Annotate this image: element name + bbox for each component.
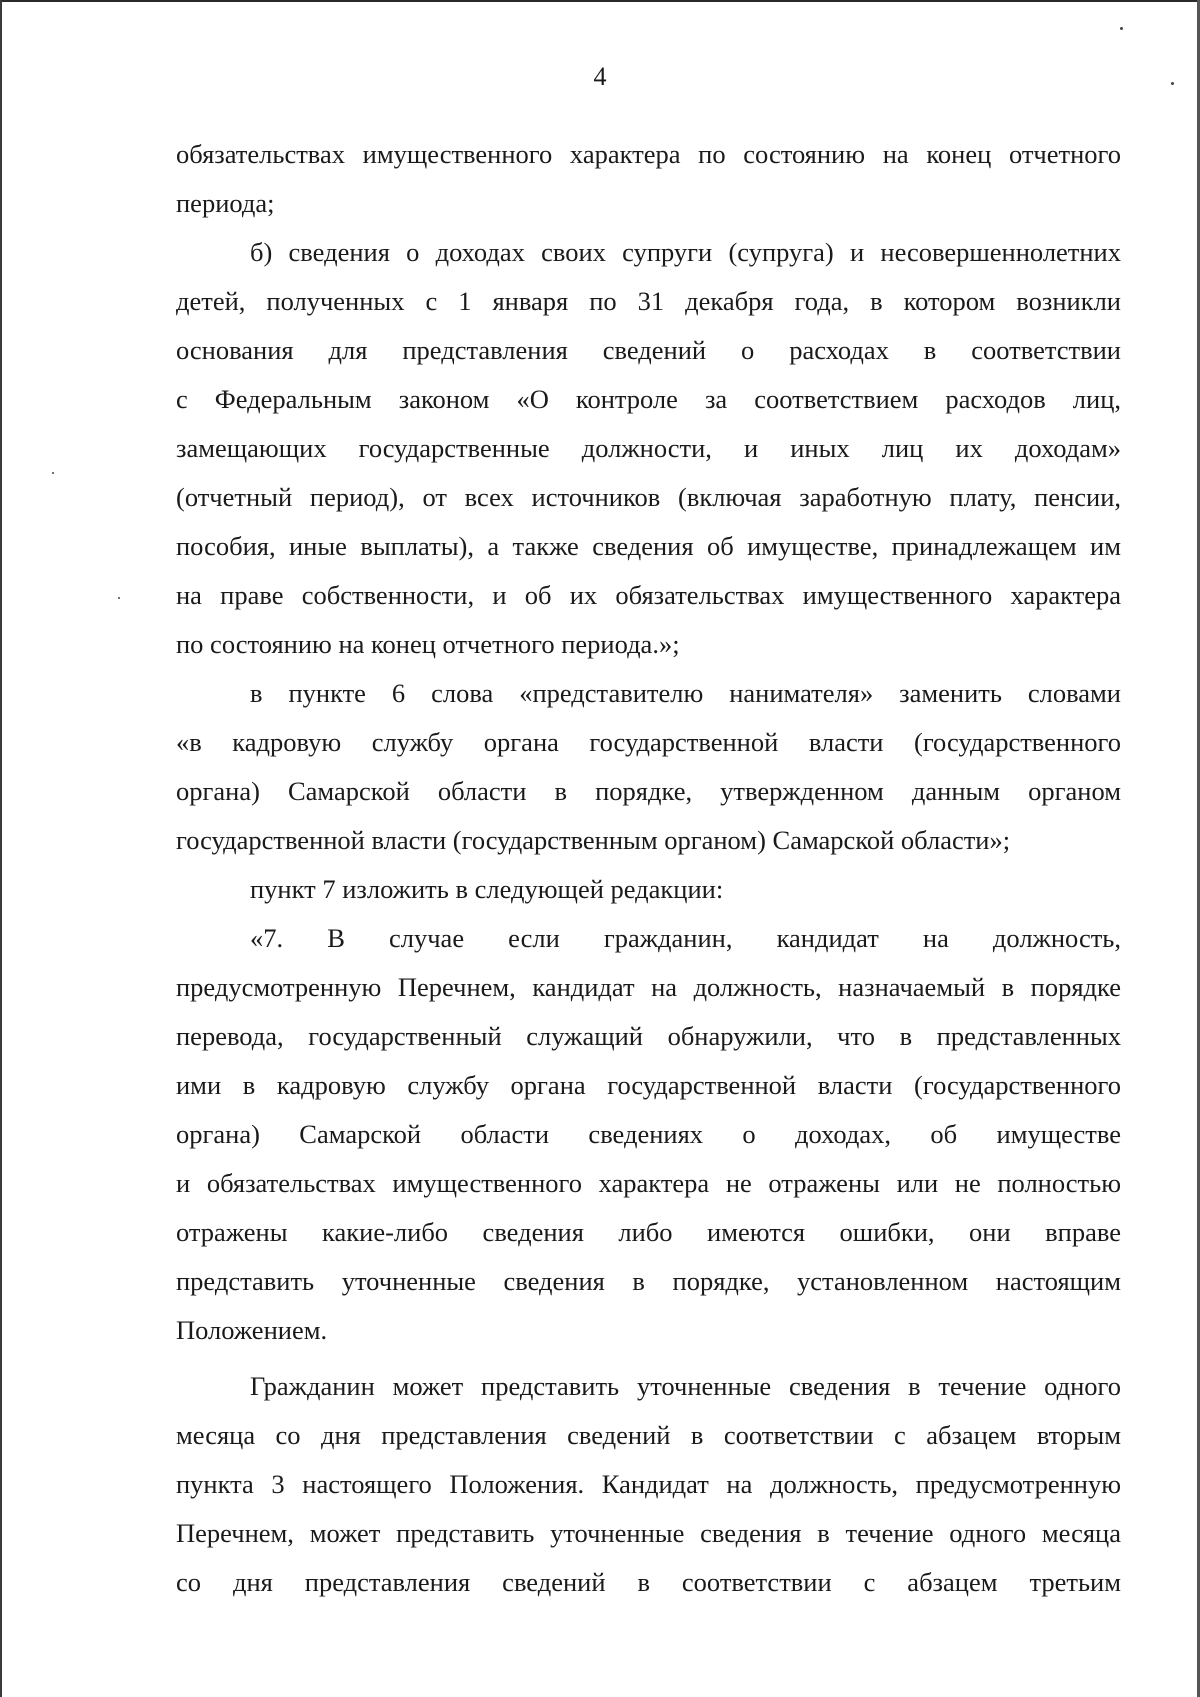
- text-line: Гражданин может представить уточненные сведения в течение одного: [250, 1371, 1121, 1401]
- scan-speck: [1120, 27, 1123, 30]
- text-line: со дня представления сведений в соответствии с абзацем третьим: [176, 1567, 1121, 1597]
- text-line: основания для представления сведений о расходах в соответствии: [176, 335, 1121, 365]
- text-line: перевода, государственный служащий обнаружили, что в представленных: [176, 1021, 1121, 1051]
- text-line: государственной власти (государственным органом) Самарской области»;: [176, 825, 1011, 855]
- scan-speck: [118, 597, 120, 599]
- scan-border-top: [0, 0, 1200, 2]
- text-line: Положением.: [176, 1315, 328, 1345]
- text-line: представить уточненные сведения в порядке, установленном настоящим: [176, 1266, 1121, 1296]
- text-line: пособия, иные выплаты), а также сведения об имуществе, принадлежащем им: [176, 531, 1121, 561]
- text-line: замещающих государственные должности, и иных лиц их доходам»: [176, 433, 1121, 463]
- text-line: «в кадровую службу органа государственной власти (государственного: [176, 727, 1121, 757]
- text-line: (отчетный период), от всех источников (включая заработную плату, пенсии,: [176, 482, 1121, 512]
- text-line: пункт 7 изложить в следующей редакции:: [250, 874, 724, 904]
- text-line: органа) Самарской области сведениях о доходах, об имуществе: [176, 1119, 1121, 1149]
- text-line: отражены какие-либо сведения либо имеются ошибки, они вправе: [176, 1217, 1121, 1247]
- text-line: органа) Самарской области в порядке, утвержденном данным органом: [176, 776, 1121, 806]
- text-line: б) сведения о доходах своих супруги (супруга) и несовершеннолетних: [250, 237, 1121, 267]
- text-line: в пункте 6 слова «представителю нанимателя» заменить словами: [250, 678, 1121, 708]
- document-body: [176, 130, 1121, 1607]
- text-line: Перечнем, может представить уточненные сведения в течение одного месяца: [176, 1518, 1121, 1548]
- text-line: и обязательствах имущественного характера не отражены или не полностью: [176, 1168, 1121, 1198]
- text-line: «7. В случае если гражданин, кандидат на должность,: [250, 923, 1121, 953]
- scan-border-left: [0, 0, 2, 1697]
- paragraph-gap: [176, 1355, 1121, 1362]
- text-line: с Федеральным законом «О контроле за соответствием расходов лиц,: [176, 384, 1121, 414]
- text-line: пункта 3 настоящего Положения. Кандидат на должность, предусмотренную: [176, 1469, 1121, 1499]
- text-line: месяца со дня представления сведений в соответствии с абзацем вторым: [176, 1420, 1121, 1450]
- text-line: предусмотренную Перечнем, кандидат на должность, назначаемый в порядке: [176, 972, 1121, 1002]
- text-line: по состоянию на конец отчетного периода.»;: [176, 629, 680, 659]
- text-line: на праве собственности, и об их обязательствах имущественного характера: [176, 580, 1121, 610]
- scan-speck: [52, 472, 54, 474]
- text-line: периода;: [176, 188, 275, 218]
- text-line: ими в кадровую службу органа государственной власти (государственного: [176, 1070, 1121, 1100]
- text-line: обязательствах имущественного характера по состоянию на конец отчетного: [176, 139, 1121, 169]
- text-line: детей, полученных с 1 января по 31 декабря года, в котором возникли: [176, 286, 1121, 316]
- page-number: 4: [593, 62, 607, 91]
